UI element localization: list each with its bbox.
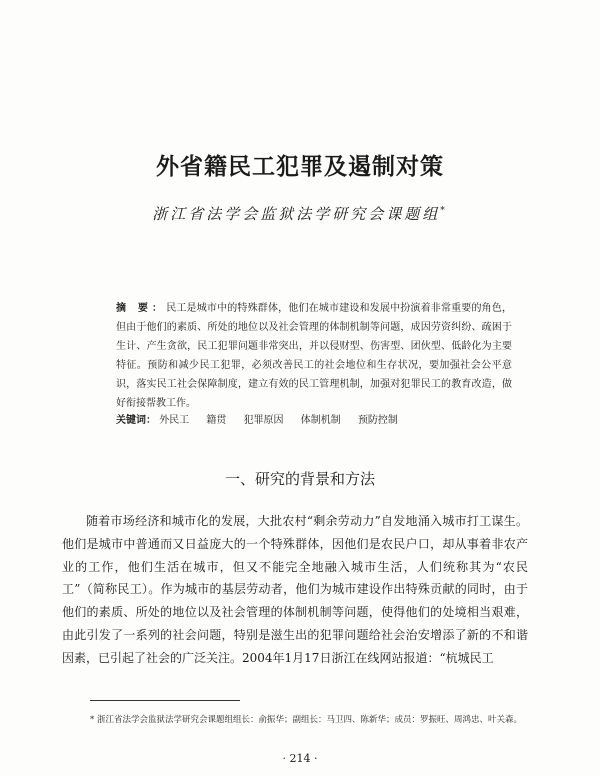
section-heading: 一、研究的背景和方法 — [224, 470, 375, 488]
author-name: 浙江省法学会监狱法学研究会课题组 — [152, 205, 441, 223]
keyword: 预防控制 — [357, 415, 398, 426]
author-footnote-mark: * — [440, 206, 448, 216]
abstract-text: 民工是城市中的特殊群体，他们在城市建设和发展中扮演着非常重要的角色，但由于他们的素质、所处的地位以及社会管理的体制机制等问题，成因劳资纠纷、疏困于生计、产生贪欲，民工犯罪问题非常突出，并以侵财型、伤害型、团伙型、低龄化为主要特征。预防和减少民工犯罪，必须改善民工的社会地位和生存状况，要加强社会公平意识，落实民工社会保障制度，建立有效的民工管理机制，加强对犯罪民工的教育改造，做好衔接帮教工作。 — [116, 303, 512, 409]
keyword: 体制机制 — [300, 415, 341, 426]
keywords-label: 关键词： — [116, 415, 156, 426]
keyword: 犯罪原因 — [243, 415, 284, 426]
keyword: 外民工 — [159, 415, 190, 426]
footnote-divider — [90, 700, 240, 701]
abstract-label: 摘 要： — [116, 303, 167, 314]
article-title: 外省籍民工犯罪及遏制对策 — [156, 153, 444, 180]
footnote: * 浙江省法学会监狱法学研究会课题组组长：俞振华；副组长：马卫四、陈新华；成员：罗振旺、周鸿忠、叶关森。 — [90, 715, 522, 725]
page-number: · 214 · — [282, 752, 318, 765]
keyword: 籍贯 — [206, 415, 227, 426]
abstract — [116, 299, 512, 413]
body-paragraph: 随着市场经济和城市化的发展，大批农村“剩余劳动力”自发地涌入城市打工谋生。他们是城市中普通而又日益庞大的一个特殊群体，因他们是农民户口，却从事着非农产业的工作，他们生活在城市，但又不能完全地融入城市生活，人们统称其为“农民工”（简称民工）。作为城市的基层劳动者，他们为城市建设作出特殊贡献的同时，由于他们的素质、所处的地位以及社会管理的体制机制等问题，使得他们的处境相当艰难，由此引发了一系列的社会问题，特别是滋生出的犯罪问题给社会治安增添了新的不和谐因素，已引起了社会的广泛关注。2004年1月17日浙江在线网站报道：“杭城民工 — [62, 514, 528, 665]
keywords — [116, 412, 512, 429]
author-line — [0, 203, 600, 224]
